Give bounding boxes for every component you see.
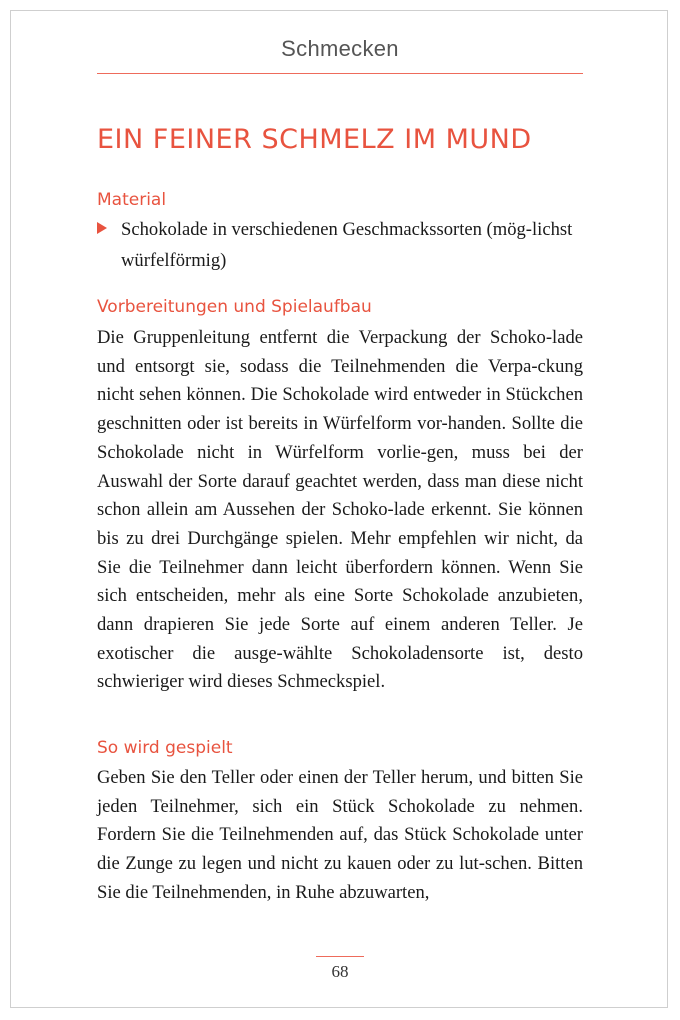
gameplay-text: Geben Sie den Teller oder einen der Teller herum, und bitten Sie jeden Teilnehmer, sich ein Stück Schokolade zu nehmen. Fordern Sie die Teilnehmenden auf, das Stück Schokolade unter die Zunge zu legen und nicht zu kauen oder zu lut-schen. Bitten Sie die Teilnehmenden, in Ruhe abzuwarten, <box>97 767 583 903</box>
material-heading: Material <box>97 190 167 210</box>
header-rule <box>97 73 583 74</box>
bullet-triangle-icon <box>97 222 107 234</box>
footer-rule <box>316 956 364 957</box>
preparation-text: Die Gruppenleitung entfernt die Verpackung der Schoko-lade und entsorgt sie, sodass die Teilnehmenden die Verpa-ckung nicht sehen können. Die Schokolade wird entweder in Stückchen geschnitten oder ist bereits in Würfelform vor-handen. Sollte die Schokolade nicht in Würfelform vorlie-gen, muss bei der Auswahl der Sorte darauf geachtet werden, dass man diese nicht schon allein am Aussehen der Schoko-lade erkennt. Sie können bis zu drei Durchgänge spielen. Mehr empfehlen wir nicht, da Sie die Teilnehmer dann leicht überfordern können. Wenn Sie sich entscheiden, mehr als eine Sorte Schokolade anzubieten, dann drapieren Sie jede Sorte auf einem anderen Teller. Je exotischer die ausge-wählte Schokoladensorte ist, desto schwieriger wird dieses Schmeckspiel. <box>97 327 583 693</box>
preparation-heading: Vorbereitungen und Spielaufbau <box>97 297 372 317</box>
page-number: 68 <box>331 962 349 981</box>
material-item-text: Schokolade in verschiedenen Geschmackssorten (mög-lichst würfelförmig) <box>121 219 573 271</box>
running-header: Schmecken <box>281 36 399 61</box>
page-title: EIN FEINER SCHMELZ IM MUND <box>97 124 532 155</box>
gameplay-heading: So wird gespielt <box>97 738 233 758</box>
